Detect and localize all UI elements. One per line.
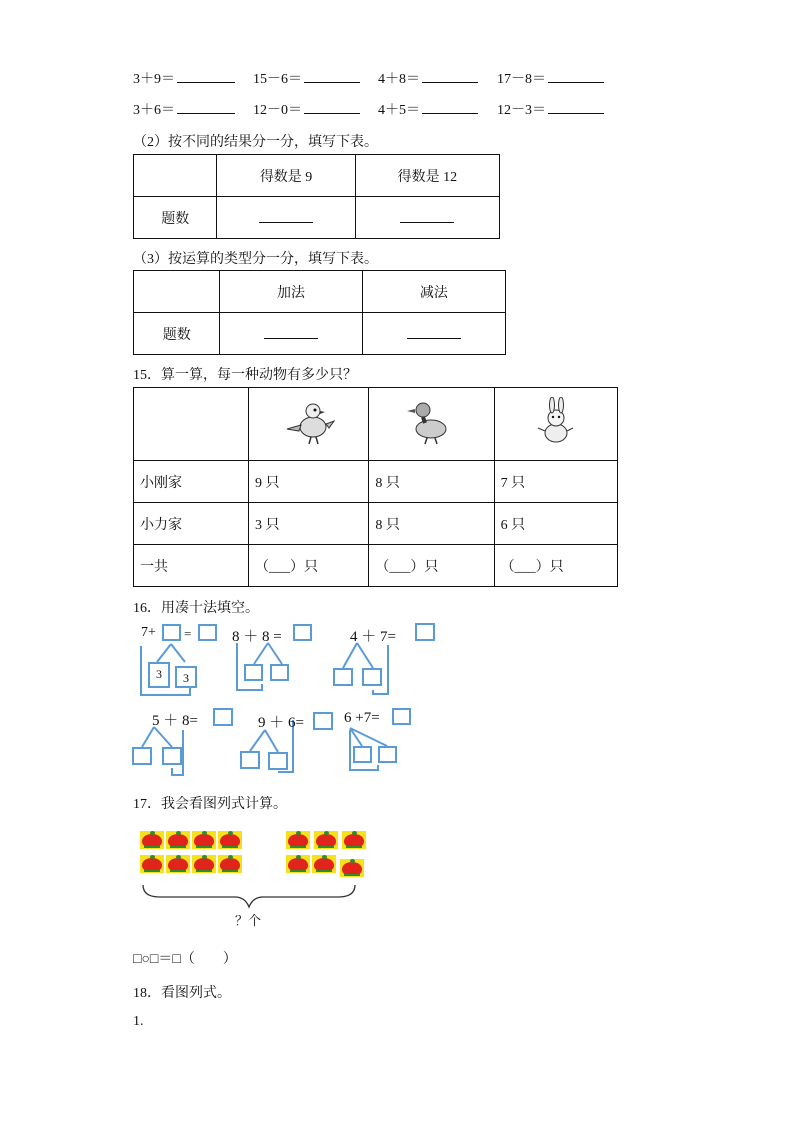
equation-r1-1 — [133, 68, 235, 88]
answer-blank[interactable] — [400, 208, 454, 223]
equation-text: 15－6＝ — [253, 72, 302, 87]
animal-cell — [369, 388, 494, 461]
equation-r2-2 — [253, 99, 360, 119]
value-cell: 3 只 — [248, 503, 368, 545]
answer-blank[interactable] — [548, 99, 604, 114]
rabbit-icon — [526, 397, 586, 447]
split-box[interactable] — [378, 746, 397, 763]
equation-text: 3＋6＝ — [133, 103, 175, 118]
problem4-lhs: 5 ＋ 8= — [152, 713, 198, 729]
problem3-lhs: 4 ＋ 7= — [350, 629, 396, 645]
answer-blank[interactable] — [177, 99, 235, 114]
apple-icon — [218, 855, 242, 873]
equation-text: 17－8＝ — [497, 72, 546, 87]
answer-cell[interactable] — [362, 313, 505, 355]
answer-cell[interactable] — [217, 197, 355, 239]
q16-prompt: 16．用凑十法填空。 — [133, 601, 259, 616]
apple-icon — [314, 831, 338, 849]
q3-prompt: （3）按运算的类型分一分，填写下表。 — [133, 252, 378, 267]
animal-cell — [494, 388, 617, 461]
apple-icon — [312, 855, 336, 873]
split-box[interactable] — [362, 668, 382, 686]
q15-prompt: 15．算一算，每一种动物有多少只？ — [133, 368, 357, 383]
answer-blank[interactable] — [259, 208, 313, 223]
animal-cell — [248, 388, 368, 461]
value-cell: 9 只 — [248, 461, 368, 503]
value-cell: 6 只 — [494, 503, 617, 545]
answer-blank[interactable] — [548, 68, 604, 83]
answer-box[interactable] — [415, 623, 435, 641]
equation-text: 3＋9＝ — [133, 72, 175, 87]
apple-icon — [218, 831, 242, 849]
col-header: 减法 — [362, 271, 505, 313]
q18-prompt: 18．看图列式。 — [133, 986, 231, 1001]
duck-icon — [401, 397, 461, 447]
answer-blank[interactable] — [422, 68, 478, 83]
value-cell: 8 只 — [369, 503, 494, 545]
problem2-lhs: 8 ＋ 8 = — [232, 629, 282, 645]
apple-icon — [140, 855, 164, 873]
apple-icon — [286, 831, 310, 849]
value-cell: 7 只 — [494, 461, 617, 503]
split-box-3[interactable]: 3 — [175, 666, 197, 688]
answer-cell[interactable] — [355, 197, 499, 239]
equation-r1-4 — [497, 68, 604, 88]
answer-blank[interactable] — [407, 324, 461, 339]
apple-icon — [286, 855, 310, 873]
split-box[interactable] — [240, 751, 260, 769]
answer-cell[interactable]: （___）只 — [369, 545, 494, 587]
answer-blank[interactable] — [264, 324, 318, 339]
problem6-lhs: 6 +7= — [344, 710, 380, 726]
answer-cell[interactable]: （___）只 — [494, 545, 617, 587]
chick-icon — [279, 397, 339, 447]
answer-blank[interactable] — [304, 99, 360, 114]
equation-r2-3 — [378, 99, 478, 119]
col-header: 得数是 12 — [355, 155, 499, 197]
answer-blank[interactable] — [177, 68, 235, 83]
answer-box[interactable] — [313, 712, 333, 730]
problem1-lhs: 7+ — [141, 625, 156, 640]
answer-blank[interactable] — [304, 68, 360, 83]
q17-answer-line[interactable]: □○□＝□（ ） — [133, 952, 237, 967]
split-box[interactable] — [268, 752, 288, 770]
equation-text: 12－3＝ — [497, 103, 546, 118]
apple-icon — [192, 855, 216, 873]
answer-box[interactable] — [162, 624, 181, 641]
col-header: 得数是 9 — [217, 155, 355, 197]
apple-icon — [166, 831, 190, 849]
q17-prompt: 17．我会看图列式计算。 — [133, 797, 287, 812]
q3-table — [133, 270, 506, 355]
answer-cell[interactable]: （___）只 — [248, 545, 368, 587]
split-box-3[interactable]: 3 — [148, 662, 170, 688]
split-box[interactable] — [333, 668, 353, 686]
apple-icon — [140, 831, 164, 849]
row-label: 题数 — [134, 197, 217, 239]
empty-cell — [134, 155, 217, 197]
apple-icon — [166, 855, 190, 873]
split-box[interactable] — [244, 664, 263, 681]
apple-icon — [192, 831, 216, 849]
value-cell: 8 只 — [369, 461, 494, 503]
equation-r2-1 — [133, 99, 235, 119]
row-label: 小刚家 — [134, 461, 249, 503]
answer-box[interactable] — [392, 708, 411, 725]
brace-label: ？个 — [235, 913, 262, 928]
apple-icon — [340, 859, 364, 877]
problem5-lhs: 9 ＋ 6= — [258, 715, 304, 731]
row-label: 题数 — [134, 313, 220, 355]
equation-text: 4＋8＝ — [378, 72, 420, 87]
col-header: 加法 — [220, 271, 362, 313]
answer-box[interactable] — [198, 624, 217, 641]
q2-table — [133, 154, 500, 239]
split-box[interactable] — [132, 747, 152, 765]
row-label: 一共 — [134, 545, 249, 587]
problem1-equals: = — [184, 626, 192, 641]
equation-r2-4 — [497, 99, 604, 119]
split-box[interactable] — [270, 664, 289, 681]
equation-r1-2 — [253, 68, 360, 88]
answer-cell[interactable] — [220, 313, 362, 355]
empty-cell — [134, 271, 220, 313]
q18-item: 1. — [133, 1014, 144, 1029]
apple-icon — [342, 831, 366, 849]
empty-cell — [134, 388, 249, 461]
equation-text: 4＋5＝ — [378, 103, 420, 118]
equation-text: 12－0＝ — [253, 103, 302, 118]
q2-prompt: （2）按不同的结果分一分，填写下表。 — [133, 135, 378, 150]
row-label: 小力家 — [134, 503, 249, 545]
answer-box[interactable] — [213, 708, 233, 726]
q15-table — [133, 387, 618, 587]
equation-r1-3 — [378, 68, 478, 88]
split-box[interactable] — [353, 746, 372, 763]
split-box[interactable] — [162, 747, 182, 765]
answer-box[interactable] — [293, 624, 312, 641]
answer-blank[interactable] — [422, 99, 478, 114]
